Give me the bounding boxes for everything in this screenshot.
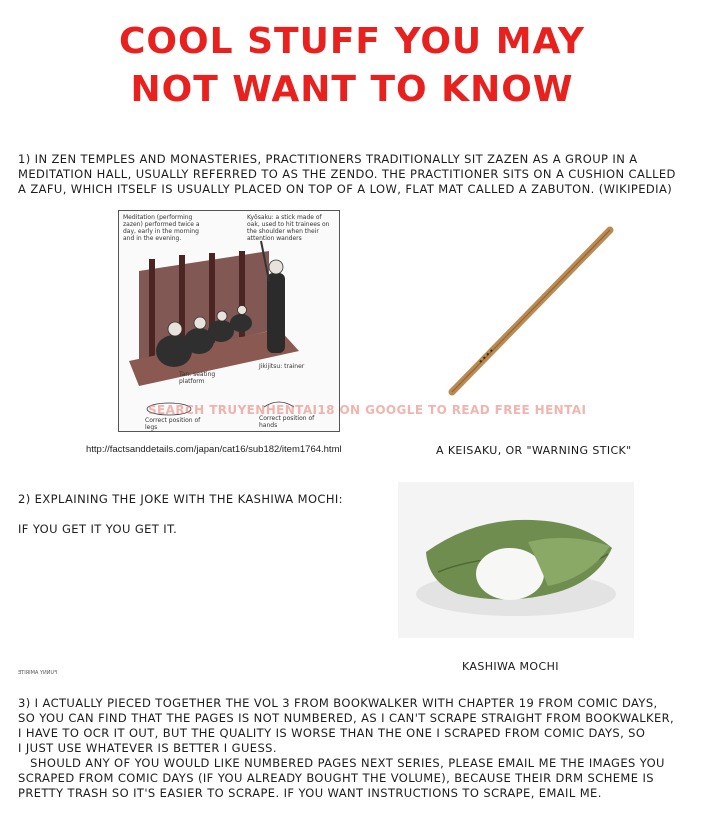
- section-1-line: A ZAFU, WHICH ITSELF IS USUALLY PLACED ON TOP OF A LOW, FLAT MAT CALLED A ZABUTON. (WIKIPEDIA): [18, 182, 673, 196]
- caption-tan: Tan: seating platform: [179, 371, 216, 385]
- meditation-drawing: [119, 211, 339, 431]
- section-3-line: PRETTY TRASH SO IT'S EASIER TO SCRAPE. IF YOU WANT INSTRUCTIONS TO SCRAPE, EMAIL ME.: [18, 786, 602, 800]
- section-1-text: [18, 152, 688, 197]
- section-1-line: MEDITATION HALL, USUALLY REFERRED TO AS THE ZENDO. THE PRACTITIONER SITS ON A CUSHION CALLED: [18, 167, 676, 181]
- source-url: http://factsanddetails.com/japan/cat16/sub182/item1764.html: [86, 444, 342, 455]
- section-3-text: [18, 696, 698, 801]
- section-1-line: 1) IN ZEN TEMPLES AND MONASTERIES, PRACTITIONERS TRADITIONALLY SIT ZAZEN AS A GROUP IN A: [18, 152, 638, 166]
- caption-hands: Correct position of hands: [259, 415, 315, 429]
- caption-kyosaku: Kyōsaku: a stick made of oak, used to hit trainees on the shoulder when their attention wanders: [247, 214, 330, 242]
- section-3-line: SO YOU CAN FIND THAT THE PAGES IS NOT NUMBERED, AS I CAN'T SCRAPE STRAIGHT FROM BOOKWALKER,: [18, 711, 675, 725]
- caption-legs: Correct position of legs: [145, 417, 201, 431]
- caption-jikijitsu: Jikijitsu: trainer: [259, 363, 305, 370]
- section-3-line: I HAVE TO OCR IT OUT, BUT THE QUALITY IS WORSE THAN THE ONE I SCRAPED FROM COMIC DAYS, SO: [18, 726, 646, 740]
- section-3-line: SHOULD ANY OF YOU WOULD LIKE NUMBERED PAGES NEXT SERIES, PLEASE EMAIL ME THE IMAGES YOU: [18, 756, 665, 770]
- kashiwa-mochi-drawing: [398, 482, 634, 638]
- section-3-line: SCRAPED FROM COMIC DAYS (IF YOU ALREADY BOUGHT THE VOLUME), BECAUSE THEIR DRM SCHEME IS: [18, 771, 654, 785]
- section-3-line: I JUST USE WHATEVER IS BETTER I GUESS.: [18, 741, 277, 755]
- caption-meditation: Meditation (performing zazen) performed twice a day, early in the morning and in the evening.: [123, 214, 200, 242]
- kashiwa-mochi-caption: KASHIWA MOCHI: [462, 660, 559, 673]
- meditation-illustration: [118, 210, 340, 432]
- keisaku-caption: A KEISAKU, OR "WARNING STICK": [436, 444, 632, 457]
- section-3-line: 3) I ACTUALLY PIECED TOGETHER THE VOL 3 FROM BOOKWALKER WITH CHAPTER 19 FROM COMIC DAYS,: [18, 696, 658, 710]
- section-2-heading: 2) EXPLAINING THE JOKE WITH THE KASHIWA MOCHI:: [18, 492, 343, 506]
- keisaku-stick-image: [440, 224, 620, 404]
- section-2-body: IF YOU GET IT YOU GET IT.: [18, 522, 178, 536]
- tiny-mirrored-note: FUNNY AMIRITE: [18, 670, 58, 676]
- watermark-text: SEARCH TRUYENHENTAI18 ON GOOGLE TO READ FREE HENTAI: [148, 403, 587, 417]
- page-title-line-2: NOT WANT TO KNOW: [130, 69, 574, 110]
- page-title-line-1: COOL STUFF YOU MAY: [119, 21, 585, 62]
- kashiwa-mochi-image: [398, 482, 634, 638]
